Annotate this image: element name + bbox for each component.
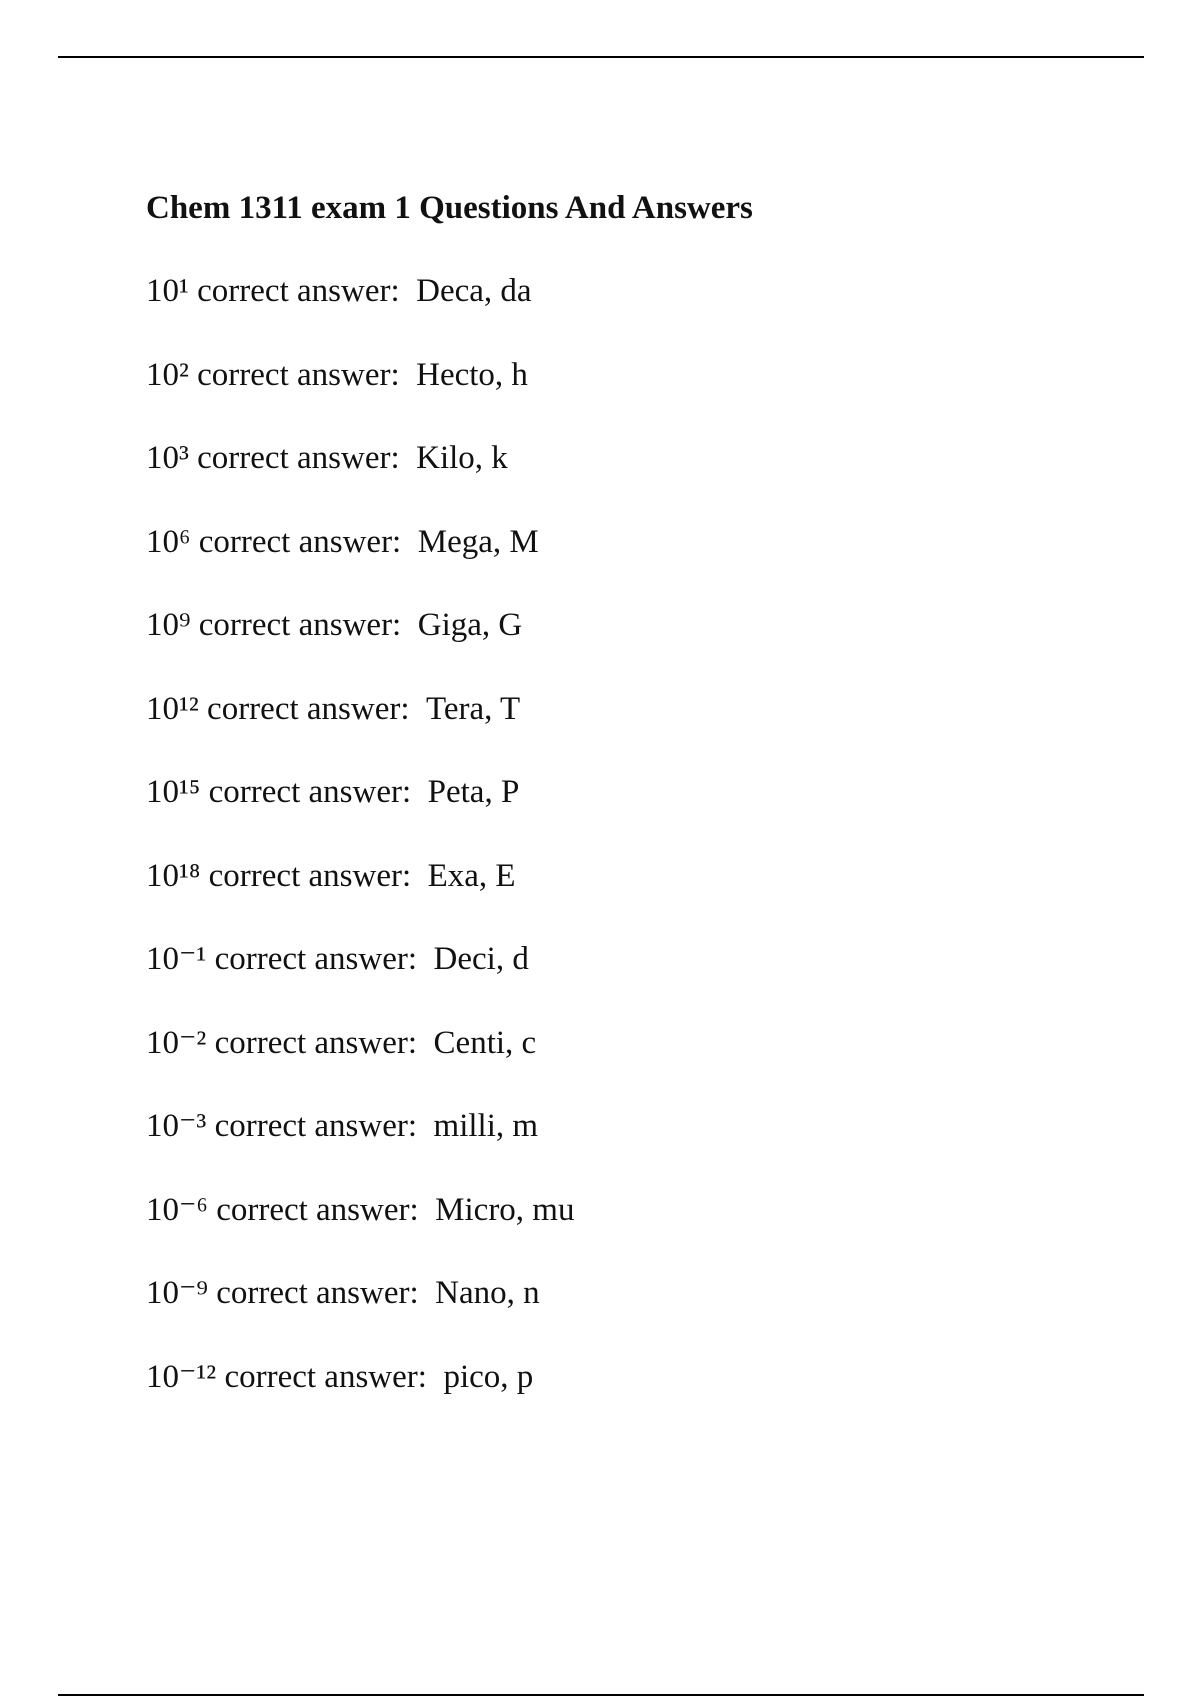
qa-item bbox=[146, 855, 574, 939]
qa-item bbox=[146, 1356, 574, 1440]
question-term: 10¹⁵ bbox=[146, 774, 201, 810]
answer-separator: correct answer: bbox=[197, 356, 400, 393]
answer-text: Nano, n bbox=[435, 1275, 540, 1311]
qa-list bbox=[146, 270, 574, 1439]
qa-item bbox=[146, 354, 574, 438]
answer-separator: correct answer: bbox=[224, 1358, 427, 1395]
answer-text: Centi, c bbox=[433, 1024, 537, 1061]
answer-separator: correct answer: bbox=[214, 1108, 418, 1144]
question-term: 10⁻¹ bbox=[146, 941, 207, 977]
question-term: 10⁻⁶ bbox=[146, 1191, 208, 1228]
answer-separator: correct answer: bbox=[198, 607, 402, 643]
question-term: 10¹ bbox=[146, 273, 189, 309]
question-term: 10¹² bbox=[146, 690, 199, 727]
question-term: 10¹⁸ bbox=[146, 857, 201, 894]
qa-item bbox=[146, 1189, 574, 1273]
question-term: 10³ bbox=[146, 440, 189, 476]
qa-item bbox=[146, 1272, 574, 1356]
question-term: 10⁶ bbox=[146, 523, 191, 560]
answer-text: Deci, d bbox=[433, 941, 529, 977]
answer-separator: correct answer: bbox=[197, 273, 400, 309]
question-term: 10⁻² bbox=[146, 1024, 207, 1061]
bottom-divider bbox=[58, 1694, 1144, 1696]
answer-separator: correct answer: bbox=[208, 774, 412, 810]
answer-separator: correct answer: bbox=[216, 1191, 419, 1228]
answer-separator: correct answer: bbox=[207, 690, 410, 727]
top-divider bbox=[58, 56, 1144, 58]
question-term: 10⁻¹² bbox=[146, 1358, 217, 1395]
qa-item bbox=[146, 270, 574, 354]
answer-separator: correct answer: bbox=[208, 857, 412, 894]
qa-item bbox=[146, 1105, 574, 1189]
qa-item bbox=[146, 938, 574, 1022]
answer-separator: correct answer: bbox=[197, 440, 400, 476]
question-term: 10² bbox=[146, 356, 189, 393]
answer-text: Mega, M bbox=[417, 523, 539, 560]
qa-item bbox=[146, 1022, 574, 1106]
answer-separator: correct answer: bbox=[214, 941, 418, 977]
qa-item bbox=[146, 521, 574, 605]
answer-separator: correct answer: bbox=[198, 523, 402, 560]
answer-text: Deca, da bbox=[416, 273, 532, 309]
answer-separator: correct answer: bbox=[216, 1275, 419, 1311]
qa-item bbox=[146, 437, 574, 521]
answer-text: Micro, mu bbox=[435, 1191, 575, 1228]
answer-text: milli, m bbox=[433, 1108, 539, 1144]
page-title: Chem 1311 exam 1 Questions And Answers bbox=[146, 190, 753, 226]
answer-text: Peta, P bbox=[427, 774, 520, 810]
answer-text: Kilo, k bbox=[416, 440, 508, 476]
answer-text: Hecto, h bbox=[416, 356, 528, 393]
answer-text: Giga, G bbox=[417, 607, 523, 643]
qa-item bbox=[146, 771, 574, 855]
question-term: 10⁻³ bbox=[146, 1108, 207, 1144]
answer-text: pico, p bbox=[443, 1358, 534, 1395]
question-term: 10⁻⁹ bbox=[146, 1275, 208, 1311]
question-term: 10⁹ bbox=[146, 607, 191, 643]
answer-text: Tera, T bbox=[426, 690, 521, 727]
answer-separator: correct answer: bbox=[214, 1024, 418, 1061]
qa-item bbox=[146, 604, 574, 688]
answer-text: Exa, E bbox=[427, 857, 516, 894]
qa-item bbox=[146, 688, 574, 772]
